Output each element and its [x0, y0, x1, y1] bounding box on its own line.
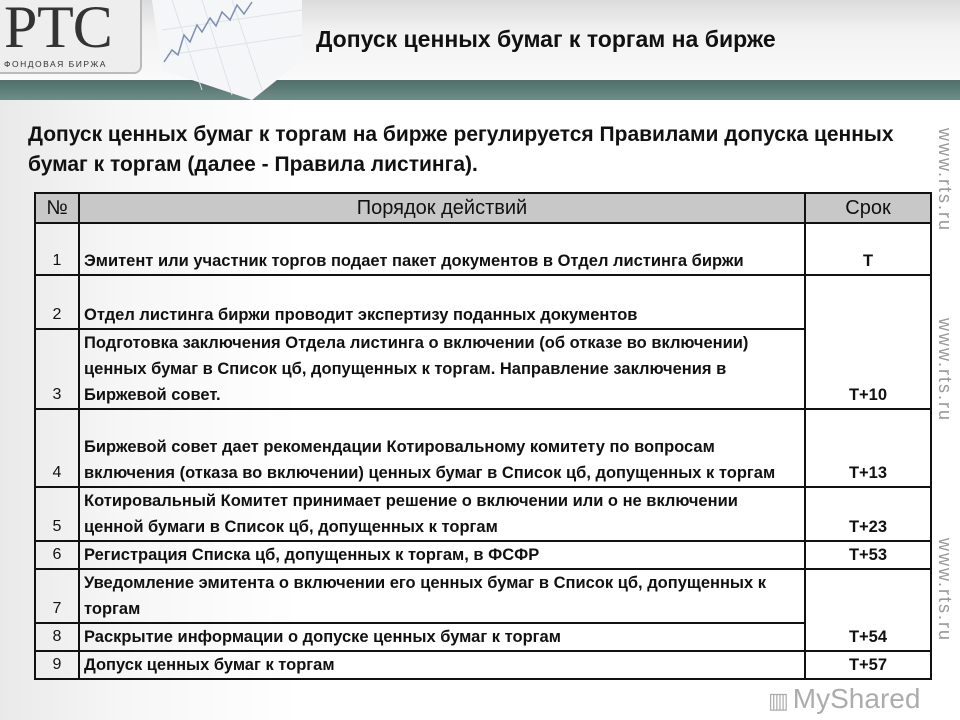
- row-action: Допуск ценных бумаг к торгам: [79, 651, 805, 679]
- logo-subtitle: ФОНДОВАЯ БИРЖА: [4, 59, 107, 69]
- row-action: Уведомление эмитента о включении его ценных бумаг в Список цб, допущенных к торгам: [79, 569, 805, 623]
- rts-logo: [0, 0, 142, 74]
- row-action: Эмитент или участник торгов подает пакет документов в Отдел листинга биржи: [79, 223, 805, 275]
- row-num: 9: [35, 651, 79, 679]
- row-num: 7: [35, 569, 79, 623]
- rts-watermark: www.rts.ru: [935, 318, 955, 423]
- row-term: Т+13: [805, 409, 931, 487]
- row-action: Биржевой совет дает рекомендации Котировальному комитету по вопросам включения (отказа во включении) ценных бумаг в Список цб, допущенных к торгам: [79, 409, 805, 487]
- table-row: [35, 569, 931, 623]
- chart-decoration-icon: [142, 0, 302, 100]
- row-num: 5: [35, 487, 79, 541]
- table-row: [35, 487, 931, 541]
- slide-title: Допуск ценных бумаг к торгам на бирже: [316, 26, 776, 52]
- row-num: 1: [35, 223, 79, 275]
- row-num: 3: [35, 329, 79, 409]
- row-num: 6: [35, 541, 79, 569]
- row-action: Раскрытие информации о допуске ценных бумаг к торгам: [79, 623, 805, 651]
- row-action: Отдел листинга биржи проводит экспертизу поданных документов: [79, 275, 805, 329]
- table-row: [35, 409, 931, 487]
- listing-procedure-table: [34, 192, 932, 680]
- myshared-watermark: [768, 684, 920, 716]
- row-term: Т+10: [805, 275, 931, 409]
- table-row: [35, 223, 931, 275]
- row-num: 2: [35, 275, 79, 329]
- table-row: [35, 623, 931, 651]
- logo-text: РТС: [4, 0, 112, 60]
- row-term: Т+53: [805, 541, 931, 569]
- row-num: 4: [35, 409, 79, 487]
- table-row: [35, 541, 931, 569]
- table-row: [35, 275, 931, 329]
- header-term: Срок: [805, 193, 931, 223]
- row-term: Т+23: [805, 487, 931, 541]
- intro-text: Допуск ценных бумаг к торгам на бирже регулируется Правилами допуска ценных бумаг к торгам (далее - Правила листинга).: [28, 123, 894, 176]
- header-action: Порядок действий: [79, 193, 805, 223]
- header-num: №: [35, 193, 79, 223]
- rts-watermark: www.rts.ru: [935, 128, 955, 233]
- table-row: [35, 329, 931, 409]
- row-action: Подготовка заключения Отдела листинга о включении (об отказе во включении) ценных бумаг в Список цб, допущенных к торгам. Направление заключения в Биржевой совет.: [79, 329, 805, 409]
- table-header-row: [35, 193, 931, 223]
- row-term: Т: [805, 223, 931, 275]
- row-num: 8: [35, 623, 79, 651]
- table-row: [35, 651, 931, 679]
- row-action: Регистрация Списка цб, допущенных к торгам, в ФСФР: [79, 541, 805, 569]
- row-term: Т+57: [805, 651, 931, 679]
- rts-watermark: www.rts.ru: [935, 538, 955, 643]
- myshared-text: MyShared: [792, 683, 921, 714]
- row-term: Т+54: [805, 569, 931, 651]
- presentation-icon: ▥: [768, 688, 789, 713]
- row-action: Котировальный Комитет принимает решение о включении или о не включении ценной бумаги в Список цб, допущенных к торгам: [79, 487, 805, 541]
